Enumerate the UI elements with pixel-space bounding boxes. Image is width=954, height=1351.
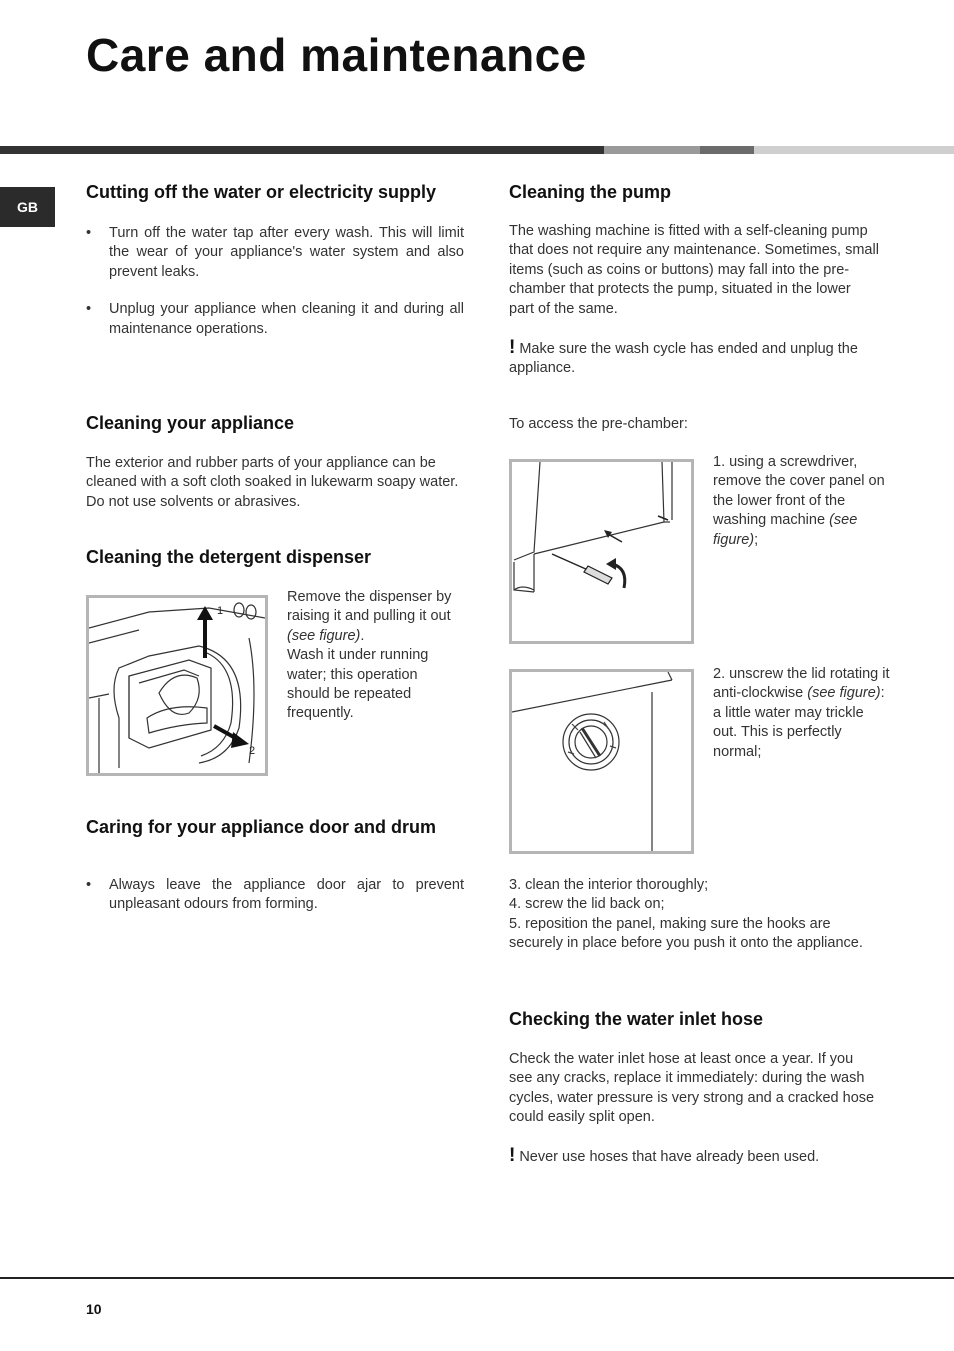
punctuation: .: [360, 627, 365, 644]
step-3: 3. clean the interior thoroughly;: [509, 877, 709, 893]
step-2: [713, 665, 891, 762]
inlet-hose-text: Check the water inlet hose at least once a year. If you see any cracks, replace it immediately: during the wash cycles, water pressure is very strong and a cracked hose could easily split open.: [509, 1051, 875, 1126]
page-number: 10: [86, 1301, 102, 1317]
footer-rule: [0, 1277, 954, 1279]
figure-label-2: 2: [249, 745, 256, 757]
cleaning-appliance-text: The exterior and rubber parts of your appliance can be cleaned with a soft cloth soaked in lukewarm soapy water. Do not use solvents or abrasives.: [86, 455, 459, 510]
detergent-text-2: Wash it under running water; this operation should be repeated frequently.: [287, 647, 429, 722]
list-item: • Always leave the appliance door ajar to prevent unpleasant odours from forming.: [86, 876, 464, 915]
punctuation: ;: [754, 531, 759, 548]
access-intro: To access the pre-chamber:: [509, 416, 688, 432]
pump-warning: [509, 338, 879, 379]
page-title: Care and maintenance: [86, 29, 587, 81]
see-figure-ref: (see figure): [713, 512, 858, 548]
warning-text: Make sure the wash cycle has ended and unplug the appliance.: [509, 341, 858, 377]
step-4: 4. screw the lid back on;: [509, 896, 665, 913]
warning-icon: !: [509, 337, 516, 358]
cutting-supply-list: [86, 224, 464, 339]
detergent-dispenser-figure: [86, 595, 268, 776]
pump-lid-illustration: [512, 672, 691, 851]
header-rule-dark: [0, 146, 604, 154]
list-item: • Turn off the water tap after every wash. This will limit the wear of your appliance's water system and also prevent leaks.: [86, 224, 464, 282]
see-figure-ref: (see figure): [287, 627, 361, 644]
cover-panel-figure: [509, 459, 694, 644]
section-heading-detergent-dispenser: Cleaning the detergent dispenser: [86, 547, 372, 567]
right-column: [509, 182, 890, 1166]
left-column: [86, 182, 464, 913]
section-heading-cleaning-appliance: Cleaning your appliance: [86, 413, 295, 433]
detergent-dispenser-text: [287, 588, 464, 724]
see-figure-ref: (see figure): [807, 685, 881, 702]
steps-3-5: [509, 876, 879, 954]
section-heading-inlet-hose: Checking the water inlet hose: [509, 1009, 764, 1029]
section-heading-door-drum: Caring for your appliance door and drum: [86, 817, 437, 837]
list-item: • Unplug your appliance when cleaning it and during all maintenance operations.: [86, 300, 464, 339]
inlet-hose-warning: [509, 1146, 879, 1167]
header-rule-accent: [700, 146, 754, 154]
warning-icon: !: [509, 1145, 516, 1166]
step-1-text: 1. using a screwdriver, remove the cover panel on the lower front of the washing machine: [713, 454, 885, 529]
step-5: 5. reposition the panel, making sure the hooks are securely in place before you push it onto the appliance.: [509, 915, 863, 952]
screwdriver-illustration: [512, 462, 691, 641]
door-drum-list: [86, 876, 464, 915]
header-rule-mid: [604, 146, 700, 154]
dispenser-illustration: [89, 598, 265, 773]
language-tab: GB: [0, 187, 55, 227]
figure-label-1: 1: [217, 605, 224, 617]
step-2-text: 2. unscrew the lid rotating it anti-clockwise: [713, 666, 890, 702]
step-2-text-end: : a little water may trickle out. This is perfectly normal;: [713, 685, 885, 760]
section-heading-cutting-supply: Cutting off the water or electricity supply: [86, 182, 437, 202]
warning-text: Never use hoses that have already been used.: [519, 1149, 820, 1165]
detergent-text-1: Remove the dispenser by raising it and pulling it out: [287, 589, 452, 625]
pump-lid-figure: [509, 669, 694, 854]
section-heading-cleaning-pump: Cleaning the pump: [509, 182, 671, 202]
header-rule-light: [754, 146, 954, 154]
pump-text: The washing machine is fitted with a self-cleaning pump that does not require any maintenance. Sometimes, small items (such as coins or buttons) may fall into the pre-chamber that protects the pump, situated in the lower part of the same.: [509, 223, 879, 317]
step-1: [713, 453, 891, 550]
